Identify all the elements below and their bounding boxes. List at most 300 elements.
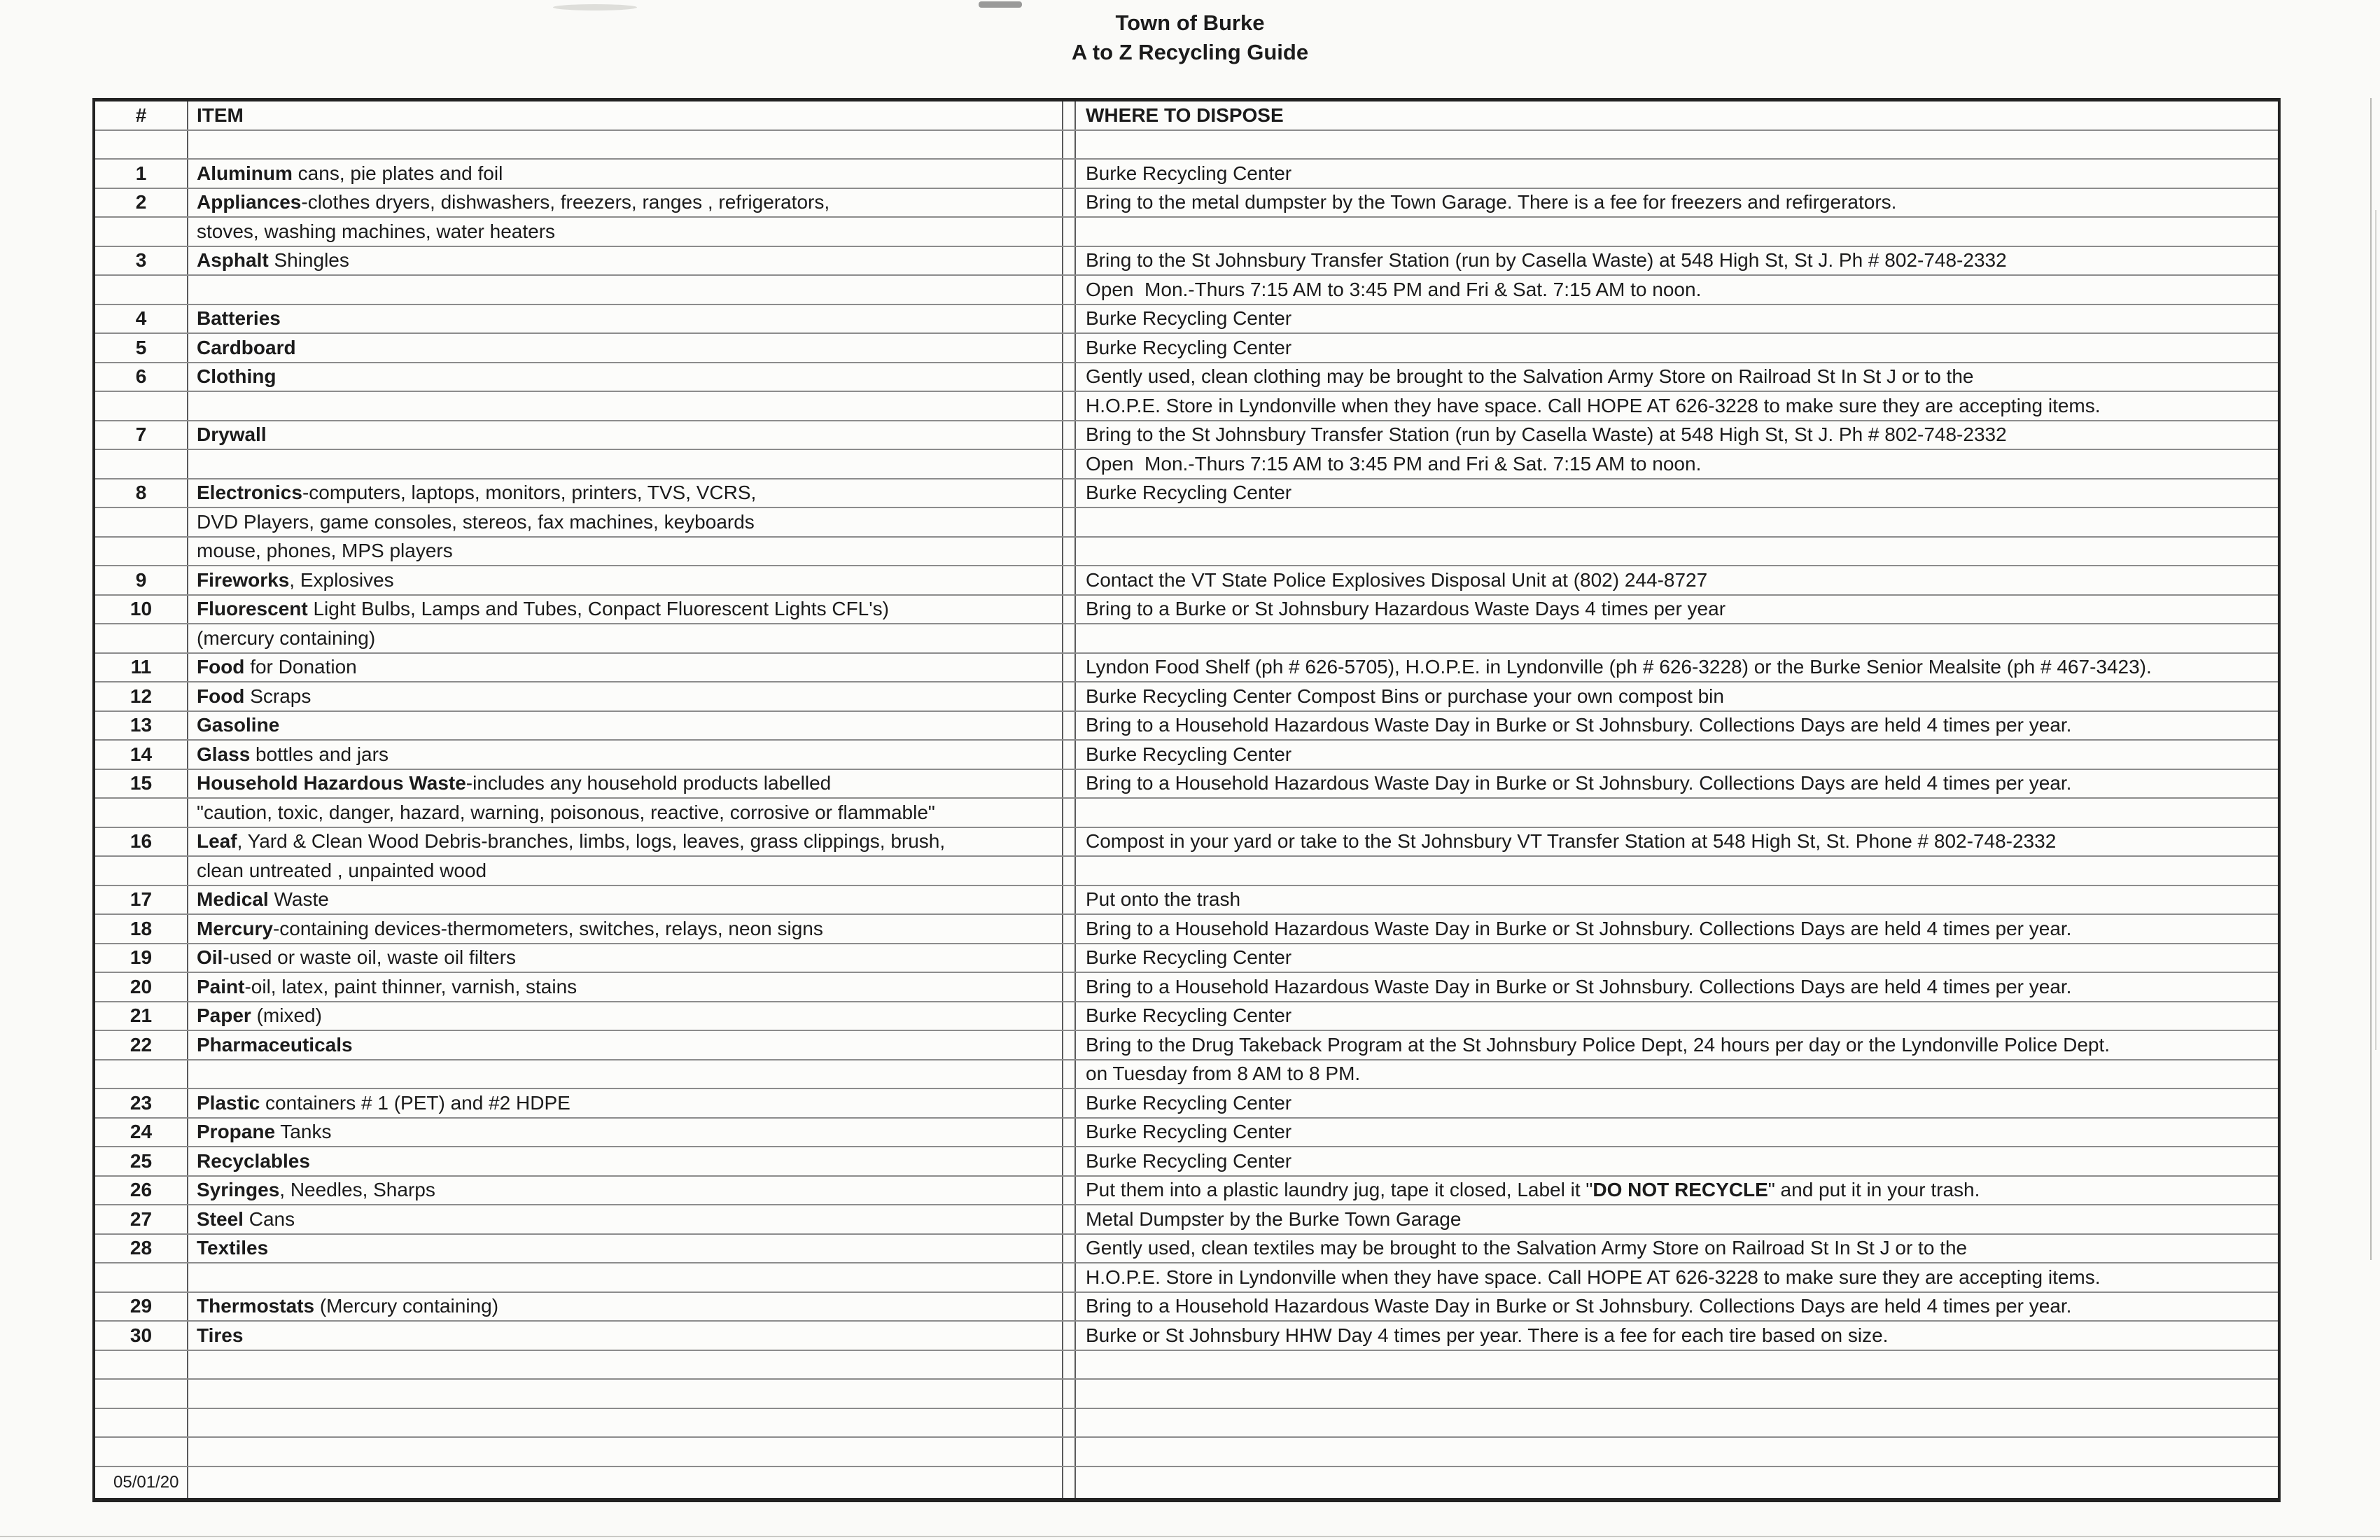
text-segment: Bring to the metal dumpster by the Town Garage. There is a fee for freezers and refirgerators. (1086, 191, 1897, 214)
item-cell (187, 1293, 1063, 1321)
gutter-cell (1063, 624, 1076, 652)
gutter-cell (1063, 1380, 1076, 1408)
table-row (95, 770, 2278, 799)
footer-row (95, 1467, 2278, 1498)
row-number-cell (95, 160, 187, 188)
gutter-cell (1063, 857, 1076, 885)
text-segment: 11 (130, 656, 152, 678)
text-segment: Bring to a Burke or St Johnsbury Hazardous Waste Days 4 times per year (1086, 598, 1726, 620)
table-row (95, 305, 2278, 335)
gutter-cell (1063, 944, 1076, 972)
text-segment: Steel (197, 1208, 244, 1230)
item-cell (187, 770, 1063, 798)
text-segment: Bring to a Household Hazardous Waste Day in Burke or St Johnsbury. Collections Days are held 4 times per year. (1086, 1295, 2072, 1317)
dispose-cell (1076, 770, 2278, 798)
item-cell (187, 1060, 1063, 1088)
text-segment: Electronics (197, 482, 302, 504)
dispose-cell (1076, 1264, 2278, 1292)
dispose-cell (1076, 218, 2278, 246)
text-segment: , Needles, Sharps (279, 1179, 435, 1201)
item-cell (187, 1177, 1063, 1205)
dispose-cell (1076, 131, 2278, 159)
page-title (0, 8, 2380, 67)
text-segment: 05/01/20 (113, 1472, 179, 1492)
text-segment: Asphalt (197, 249, 269, 272)
text-segment: Propane (197, 1121, 276, 1143)
table-row (95, 1031, 2278, 1060)
row-number-cell (95, 712, 187, 740)
table-row (95, 538, 2278, 567)
table-row (95, 1089, 2278, 1119)
table-row (95, 973, 2278, 1002)
text-segment: Recyclables (197, 1149, 310, 1172)
text-segment: Burke Recycling Center (1086, 336, 1292, 358)
dispose-cell (1076, 1205, 2278, 1233)
item-cell (187, 1409, 1063, 1437)
text-segment: 5 (135, 336, 147, 358)
item-cell (187, 973, 1063, 1001)
text-segment: 24 (130, 1121, 153, 1143)
footer-date-cell (95, 1467, 187, 1498)
text-segment: 19 (130, 946, 153, 969)
table-row (95, 1380, 2278, 1409)
text-segment: Burke Recycling Center (1086, 743, 1292, 765)
text-segment: 13 (130, 714, 153, 736)
table-row (95, 276, 2278, 305)
row-number-cell (95, 915, 187, 943)
gutter-cell (1063, 886, 1076, 914)
row-number-cell (95, 1060, 187, 1088)
text-segment: 15 (130, 772, 153, 794)
text-segment: 14 (130, 743, 153, 765)
item-cell (187, 218, 1063, 246)
gutter-cell (1063, 276, 1076, 304)
gutter-cell (1063, 160, 1076, 188)
row-number-cell (95, 682, 187, 710)
dispose-cell (1076, 1119, 2278, 1147)
text-segment: 4 (135, 307, 147, 330)
dispose-cell (1076, 392, 2278, 420)
row-number-cell (95, 450, 187, 478)
scan-artifact-page-edge-2 (2375, 210, 2376, 1050)
text-segment: Put onto the trash (1086, 888, 1241, 911)
item-cell (187, 508, 1063, 536)
row-number-cell (95, 624, 187, 652)
row-number-cell (95, 1351, 187, 1379)
item-cell (187, 131, 1063, 159)
scan-artifact-smudge-2 (553, 4, 637, 10)
gutter-cell (1063, 1119, 1076, 1147)
table-row (95, 131, 2278, 160)
text-segment: Gasoline (197, 714, 280, 736)
text-segment: 17 (130, 888, 153, 911)
item-cell (187, 857, 1063, 885)
gutter-cell (1063, 1351, 1076, 1379)
item-cell (187, 1380, 1063, 1408)
text-segment: 7 (135, 424, 147, 446)
item-cell (187, 421, 1063, 449)
row-number-cell (95, 189, 187, 217)
dispose-cell (1076, 1351, 2278, 1379)
text-segment: Glass (197, 743, 251, 765)
row-number-cell (95, 479, 187, 507)
text-segment: Bring to a Household Hazardous Waste Day in Burke or St Johnsbury. Collections Days are held 4 times per year. (1086, 975, 2072, 997)
item-cell (187, 305, 1063, 333)
text-segment: 25 (130, 1149, 153, 1172)
gutter-cell (1063, 799, 1076, 827)
text-segment: Syringes (197, 1179, 280, 1201)
text-segment: for Donation (244, 656, 357, 678)
text-segment: Put them into a plastic laundry jug, tape it closed, Label it " (1086, 1179, 1593, 1201)
text-segment: Food (197, 656, 245, 678)
gutter-cell (1063, 131, 1076, 159)
item-cell (187, 1235, 1063, 1263)
table-row (95, 1322, 2278, 1351)
text-segment: 16 (130, 830, 153, 853)
column-header-number: # (135, 104, 147, 126)
text-segment: Batteries (197, 307, 281, 330)
text-segment: Burke Recycling Center (1086, 1004, 1292, 1027)
row-number-cell (95, 334, 187, 362)
column-header-where-to-dispose: WHERE TO DISPOSE (1086, 104, 1284, 126)
item-cell (187, 741, 1063, 769)
text-segment: Food (197, 685, 245, 707)
dispose-cell (1076, 741, 2278, 769)
table-row (95, 392, 2278, 421)
table-row (95, 508, 2278, 538)
table-rows (95, 131, 2278, 1498)
text-segment: 21 (130, 1004, 153, 1027)
text-segment: H.O.P.E. Store in Lyndonville when they have space. Call HOPE AT 626-3228 to make sure they are accepting items. (1086, 1266, 2101, 1288)
scan-artifact-smudge (979, 1, 1022, 8)
dispose-cell (1076, 334, 2278, 362)
text-segment: 20 (130, 975, 153, 997)
row-number-cell (95, 944, 187, 972)
item-cell (187, 1089, 1063, 1117)
text-segment: Medical (197, 888, 269, 911)
row-number-cell (95, 770, 187, 798)
dispose-cell (1076, 1322, 2278, 1350)
row-number-cell (95, 1438, 187, 1466)
scan-artifact-bottom-line (0, 1536, 2380, 1537)
text-segment: Clothing (197, 365, 276, 388)
text-segment: Gently used, clean textiles may be brought to the Salvation Army Store on Railroad St In St J or to the (1086, 1237, 1968, 1259)
dispose-cell (1076, 799, 2278, 827)
dispose-cell (1076, 566, 2278, 594)
gutter-cell (1063, 1322, 1076, 1350)
text-segment: Cans (243, 1208, 295, 1230)
row-number-cell (95, 799, 187, 827)
dispose-cell (1076, 508, 2278, 536)
row-number-cell (95, 421, 187, 449)
table-row (95, 857, 2278, 886)
gutter-cell (1063, 421, 1076, 449)
table-header-row (95, 102, 2278, 131)
gutter-cell (1063, 1002, 1076, 1030)
text-segment: 26 (130, 1179, 153, 1201)
text-segment: (mercury containing) (197, 626, 376, 649)
text-segment: Gently used, clean clothing may be brought to the Salvation Army Store on Railroad St In St J or to the (1086, 365, 1974, 388)
dispose-cell (1076, 1293, 2278, 1321)
row-number-cell (95, 1322, 187, 1350)
text-segment: Contact the VT State Police Explosives Disposal Unit at (802) 244-8727 (1086, 568, 1708, 591)
row-number-cell (95, 1235, 187, 1263)
item-cell (187, 944, 1063, 972)
gutter-cell (1063, 363, 1076, 391)
text-segment: Tires (197, 1324, 244, 1346)
text-segment: clean untreated , unpainted wood (197, 859, 487, 881)
gutter-cell (1063, 1205, 1076, 1233)
text-segment: Burke Recycling Center (1086, 482, 1292, 504)
text-segment: -used or waste oil, waste oil filters (223, 946, 516, 969)
item-cell (187, 654, 1063, 682)
gutter-cell (1063, 1438, 1076, 1466)
text-segment: Lyndon Food Shelf (ph # 626-5705), H.O.P.E. in Lyndonville (ph # 626-3228) or the Burke Senior Mealsite (ph # 467-3423). (1086, 656, 2152, 678)
row-number-cell (95, 1264, 187, 1292)
item-cell (187, 334, 1063, 362)
gutter-cell (1063, 1031, 1076, 1059)
dispose-cell (1076, 654, 2278, 682)
dispose-cell (1076, 915, 2278, 943)
table-row (95, 915, 2278, 944)
gutter-cell (1063, 247, 1076, 275)
text-segment: Light Bulbs, Lamps and Tubes, Conpact Fluorescent Lights CFL's) (307, 598, 889, 620)
text-segment: Bring to the St Johnsbury Transfer Station (run by Casella Waste) at 548 High St, St J. Ph # 802-748-2332 (1086, 249, 2007, 272)
text-segment: Paint (197, 975, 245, 997)
text-segment: -oil, latex, paint thinner, varnish, stains (244, 975, 578, 997)
gutter-cell (1063, 1089, 1076, 1117)
row-number-cell (95, 1205, 187, 1233)
text-segment: Paper (197, 1004, 251, 1027)
gutter-cell (1063, 741, 1076, 769)
text-segment: 12 (130, 685, 153, 707)
dispose-cell (1076, 857, 2278, 885)
row-number-cell (95, 1119, 187, 1147)
text-segment: Compost in your yard or take to the St Johnsbury VT Transfer Station at 548 High St, St. Phone # 802-748-2332 (1086, 830, 2057, 853)
text-segment: (Mercury containing) (314, 1295, 499, 1317)
table-row (95, 450, 2278, 479)
dispose-cell (1076, 305, 2278, 333)
text-segment: 10 (130, 598, 153, 620)
text-segment: DO NOT RECYCLE (1592, 1179, 1768, 1201)
text-segment: Cardboard (197, 336, 296, 358)
table-row (95, 1002, 2278, 1032)
gutter-cell (1063, 479, 1076, 507)
gutter-cell (1063, 1264, 1076, 1292)
text-segment: Household Hazardous Waste (197, 772, 466, 794)
text-segment: Waste (268, 888, 329, 911)
text-segment: 28 (130, 1237, 153, 1259)
item-cell (187, 596, 1063, 624)
table-row (95, 886, 2278, 916)
item-cell (187, 915, 1063, 943)
item-cell (187, 538, 1063, 566)
item-cell (187, 1351, 1063, 1379)
text-segment: -computers, laptops, monitors, printers, TVS, VCRS, (302, 482, 757, 504)
item-cell (187, 1438, 1063, 1466)
table-row (95, 566, 2278, 596)
table-row (95, 421, 2278, 451)
text-segment: Leaf (197, 830, 237, 853)
row-number-cell (95, 305, 187, 333)
row-number-cell (95, 596, 187, 624)
row-number-cell (95, 247, 187, 275)
dispose-cell (1076, 276, 2278, 304)
row-number-cell (95, 973, 187, 1001)
text-segment: on Tuesday from 8 AM to 8 PM. (1086, 1063, 1361, 1085)
text-segment: Pharmaceuticals (197, 1033, 353, 1056)
table-row (95, 1119, 2278, 1148)
text-segment: " and put it in your trash. (1768, 1179, 1980, 1201)
text-segment: stoves, washing machines, water heaters (197, 220, 556, 242)
text-segment: Burke Recycling Center (1086, 1091, 1292, 1114)
row-number-cell (95, 218, 187, 246)
text-segment: Bring to a Household Hazardous Waste Day in Burke or St Johnsbury. Collections Days are held 4 times per year. (1086, 714, 2072, 736)
table-row (95, 1293, 2278, 1322)
table-row (95, 1060, 2278, 1090)
text-segment: Shingles (268, 249, 349, 272)
item-cell (187, 1264, 1063, 1292)
text-segment: 22 (130, 1033, 153, 1056)
text-segment: Textiles (197, 1237, 269, 1259)
item-cell (187, 1119, 1063, 1147)
dispose-cell (1076, 973, 2278, 1001)
item-cell (187, 886, 1063, 914)
item-cell (187, 450, 1063, 478)
text-segment: Burke Recycling Center (1086, 1121, 1292, 1143)
gutter-cell (1063, 1060, 1076, 1088)
text-segment: Fluorescent (197, 598, 308, 620)
text-segment: -includes any household products labelled (465, 772, 832, 794)
gutter-cell (1063, 828, 1076, 856)
dispose-cell (1076, 1002, 2278, 1030)
item-cell (187, 392, 1063, 420)
item-cell (187, 624, 1063, 652)
table-row (95, 189, 2278, 218)
dispose-cell (1076, 363, 2278, 391)
item-cell (187, 799, 1063, 827)
text-segment: Burke Recycling Center Compost Bins or purchase your own compost bin (1086, 685, 1724, 707)
item-cell (187, 1002, 1063, 1030)
text-segment: 6 (135, 365, 147, 388)
gutter-cell (1063, 334, 1076, 362)
item-cell (187, 1205, 1063, 1233)
dispose-cell (1076, 1380, 2278, 1408)
row-number-cell (95, 566, 187, 594)
text-segment: mouse, phones, MPS players (197, 540, 453, 562)
text-segment: Scraps (244, 685, 312, 707)
dispose-cell (1076, 189, 2278, 217)
row-number-cell (95, 857, 187, 885)
gutter-cell (1063, 654, 1076, 682)
text-segment: Oil (197, 946, 223, 969)
text-segment: Fireworks (197, 568, 290, 591)
text-segment: Burke Recycling Center (1086, 1149, 1292, 1172)
item-cell (187, 1467, 1063, 1498)
table-row (95, 624, 2278, 654)
gutter-cell (1063, 1235, 1076, 1263)
text-segment: Burke Recycling Center (1086, 946, 1292, 969)
gutter-cell (1063, 538, 1076, 566)
dispose-cell (1076, 247, 2278, 275)
table-row (95, 1264, 2278, 1293)
dispose-cell (1076, 160, 2278, 188)
dispose-cell (1076, 682, 2278, 710)
table-row (95, 682, 2278, 712)
item-cell (187, 479, 1063, 507)
gutter-cell (1063, 218, 1076, 246)
dispose-cell (1076, 1089, 2278, 1117)
gutter-cell (1063, 305, 1076, 333)
text-segment: 3 (135, 249, 147, 272)
row-number-cell (95, 1002, 187, 1030)
dispose-cell (1076, 1147, 2278, 1175)
gutter-cell (1063, 1293, 1076, 1321)
text-segment: Tanks (275, 1121, 332, 1143)
dispose-cell (1076, 1177, 2278, 1205)
dispose-cell (1076, 479, 2278, 507)
text-segment: Bring to the St Johnsbury Transfer Station (run by Casella Waste) at 548 High St, St J. Ph # 802-748-2332 (1086, 424, 2007, 446)
text-segment: Aluminum (197, 162, 293, 184)
row-number-cell (95, 508, 187, 536)
dispose-cell (1076, 828, 2278, 856)
text-segment: cans, pie plates and foil (292, 162, 503, 184)
table-row (95, 741, 2278, 770)
row-number-cell (95, 392, 187, 420)
text-segment: 23 (130, 1091, 153, 1114)
row-number-cell (95, 741, 187, 769)
text-segment: Plastic (197, 1091, 260, 1114)
row-number-cell (95, 276, 187, 304)
text-segment: , Explosives (289, 568, 394, 591)
gutter-cell (1063, 973, 1076, 1001)
dispose-cell (1076, 1409, 2278, 1437)
item-cell (187, 1031, 1063, 1059)
text-segment: Bring to the Drug Takeback Program at the St Johnsbury Police Dept, 24 hours per day or the Lyndonville Police Dept. (1086, 1033, 2110, 1056)
dispose-cell (1076, 450, 2278, 478)
gutter-cell (1063, 770, 1076, 798)
dispose-cell (1076, 1467, 2278, 1498)
table-row (95, 654, 2278, 683)
dispose-cell (1076, 421, 2278, 449)
table-row (95, 1351, 2278, 1380)
table-row (95, 160, 2278, 189)
row-number-cell (95, 1380, 187, 1408)
gutter-cell (1063, 596, 1076, 624)
recycling-guide-table (92, 98, 2281, 1502)
table-row (95, 944, 2278, 974)
scan-artifact-page-edge (2370, 98, 2372, 1260)
row-number-cell (95, 1147, 187, 1175)
page-title-line2: A to Z Recycling Guide (1071, 40, 1309, 64)
gutter-cell (1063, 915, 1076, 943)
table-row (95, 1177, 2278, 1206)
item-cell (187, 363, 1063, 391)
dispose-cell (1076, 1031, 2278, 1059)
column-header-item: ITEM (187, 102, 1063, 130)
text-segment: 8 (135, 482, 147, 504)
text-segment: Open Mon.-Thurs 7:15 AM to 3:45 PM and Fri & Sat. 7:15 AM to noon. (1086, 278, 1702, 300)
table-row (95, 479, 2278, 509)
row-number-cell (95, 131, 187, 159)
item-cell (187, 276, 1063, 304)
text-segment: -clothes dryers, dishwashers, freezers, ranges , refrigerators, (301, 191, 830, 214)
dispose-cell (1076, 1438, 2278, 1466)
text-segment: Mercury (197, 917, 273, 939)
text-segment: 30 (130, 1324, 153, 1346)
text-segment: H.O.P.E. Store in Lyndonville when they have space. Call HOPE AT 626-3228 to make sure they are accepting items. (1086, 394, 2101, 416)
text-segment: Metal Dumpster by the Burke Town Garage (1086, 1208, 1462, 1230)
